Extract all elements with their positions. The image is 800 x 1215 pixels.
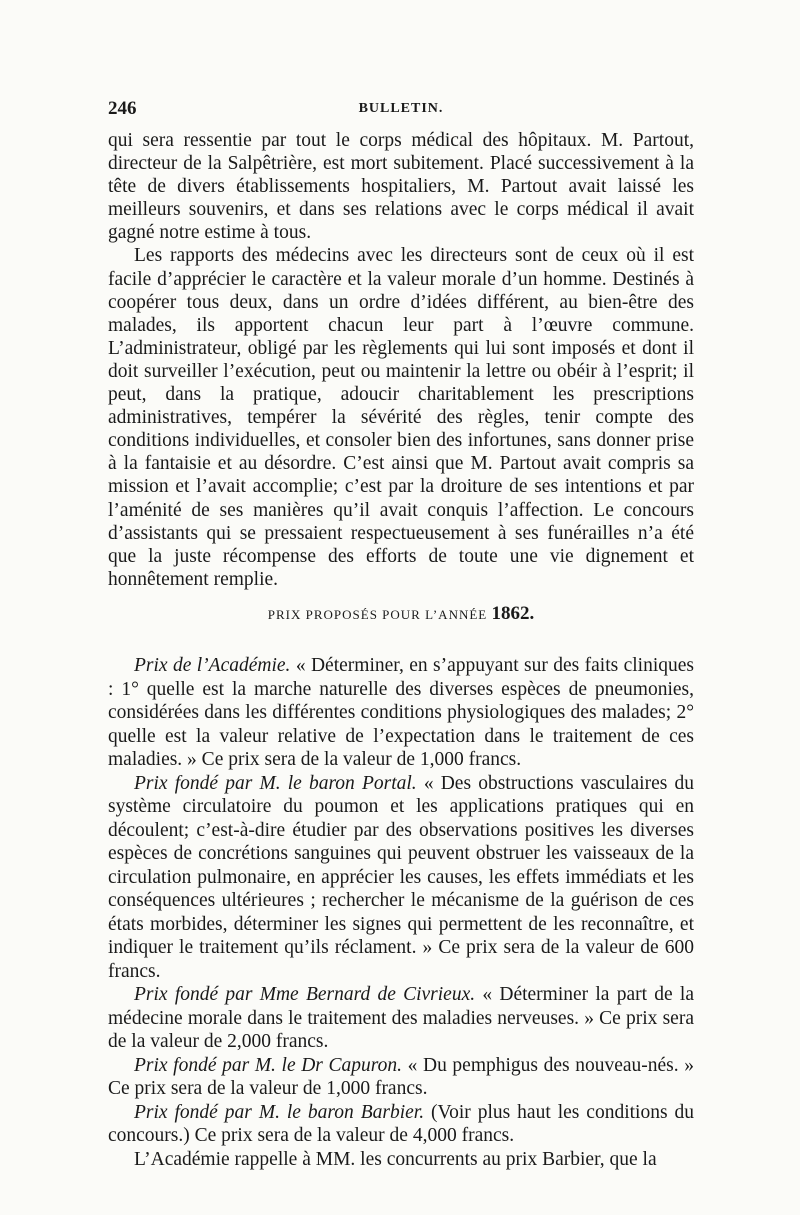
prize-item	[108, 654, 694, 772]
section-title-text: PRIX PROPOSÉS POUR L’ANNÉE	[267, 607, 488, 622]
prize-item	[108, 983, 694, 1054]
prize-name: Prix fondé par M. le baron Portal.	[134, 772, 417, 794]
prize-text: (Voir plus haut les conditions du concours.) Ce prix sera de la valeur de 4,000 francs.	[108, 1101, 695, 1146]
prize-text: « Déterminer la part de la médecine morale dans le traitement des maladies nerveuses. » Ce prix sera de la valeur de 2,000 francs.	[108, 984, 694, 1052]
prize-item	[108, 1101, 694, 1148]
page-header	[108, 98, 694, 126]
running-head: BULLETIN.	[358, 101, 444, 116]
obituary-paragraph-2: Les rapports des médecins avec les directeurs sont de ceux où il est facile d’apprécier le caractère et la valeur morale d’un homme. Destinés à coopérer tous deux, dans un ordre d’idées différent, au bien-être des malades, ils apportent chacun leur part à l’œuvre commune. L’administrateur, obligé par les règlements qui lui sont imposés et dont il doit surveiller l’exécution, peut ou maintenir la lettre ou obéir à l’esprit; il peut, dans la pratique, adoucir charitablement les prescriptions administratives, tempérer la sévérité des règles, tenir compte des conditions individuelles, et consoler bien des infortunes, sans donner prise à la fantaisie et au désordre. C’est ainsi que M. Partout avait compris sa mission et l’avait accomplie; c’est par la droiture de ses intentions et par l’aménité de ses manières qu’il avait conquis l’affection. Le concours d’assistants qui se pressaient respectueusement à ses funérailles n’a été que la juste récompense des efforts de toute une vie dignement et honnêtement remplie.	[108, 245, 694, 590]
obituary-text	[108, 129, 694, 591]
prize-item	[108, 1054, 694, 1101]
prize-text: « Des obstructions vasculaires du système circulatoire du poumon et les applications pratiques qui en découlent; c’est-à-dire étudier par des observations positives les diverses espèces de concrétions sanguines qui peuvent obstruer les vaisseaux de la circulation pulmonaire, en apprécier les causes, les effets immédiats et les conséquences ultérieures ; rechercher le mécanisme de la guérison de ces états morbides, déterminer les signes qui permettent de les reconnaître, et indiquer le traitement qu’ils réclament. » Ce prix sera de la valeur de 600 francs.	[108, 772, 694, 982]
prize-list	[108, 654, 694, 1171]
prize-name: Prix de l’Académie.	[134, 655, 291, 676]
prize-name: Prix fondé par Mme Bernard de Civrieux.	[134, 984, 476, 1005]
page-number: 246	[108, 98, 137, 119]
prize-text: « Du pemphigus des nouveau-nés. » Ce prix sera de la valeur de 1,000 francs.	[108, 1054, 695, 1099]
prize-name: Prix fondé par M. le Dr Capuron.	[134, 1054, 403, 1076]
section-title-year: 1862.	[491, 603, 535, 624]
section-title	[108, 603, 694, 625]
prize-item	[108, 772, 694, 984]
prize-name: Prix fondé par M. le baron Barbier.	[134, 1101, 425, 1123]
prize-text: « Déterminer, en s’appuyant sur des faits cliniques : 1° quelle est la marche naturelle des diverses espèces de pneumonies, considérées dans les différentes conditions physiologiques des malades; 2° quelle est la valeur relative de l’expectation dans le traitement de ces maladies. » Ce prix sera de la valeur de 1,000 francs.	[108, 655, 694, 770]
last-line: L’Académie rappelle à MM. les concurrents au prix Barbier, que la	[134, 1148, 657, 1170]
obituary-paragraph-1: qui sera ressentie par tout le corps médical des hôpitaux. M. Partout, directeur de la Salpêtrière, est mort subitement. Placé successivement à la tête de divers établissements hospitaliers, M. Partout avait laissé les meilleurs souvenirs, et dans ses relations avec le corps médical il avait gagné notre estime à tous.	[108, 130, 694, 244]
